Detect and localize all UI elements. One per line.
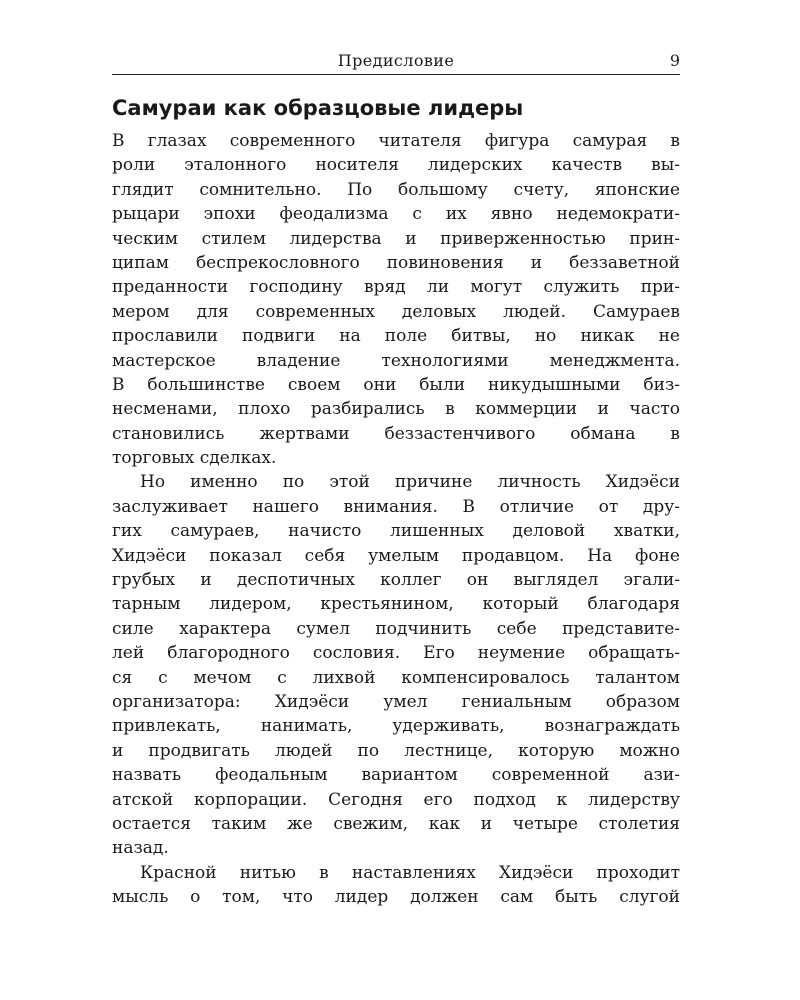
text-line: назад. <box>112 838 169 859</box>
text-line: торговых сделках. <box>112 448 277 469</box>
body-text <box>112 129 680 910</box>
text-line: несменами, плохо разбирались в коммерции и часто <box>112 399 680 420</box>
text-line: Хидэёси показал себя умелым продавцом. На фоне <box>112 545 680 566</box>
paragraph-3 <box>112 861 680 910</box>
text-line: становились жертвами беззастенчивого обмана в <box>112 423 680 444</box>
page-number: 9 <box>669 51 680 70</box>
text-line: лей благородного сословия. Его неумение обращать- <box>112 643 680 664</box>
text-line: мысль о том, что лидер должен сам быть слугой <box>112 887 680 908</box>
text-line: преданности господину вряд ли могут служить при- <box>112 277 680 298</box>
text-line: тарным лидером, крестьянином, который благодаря <box>112 594 680 615</box>
book-page <box>112 0 680 1000</box>
text-line: назвать феодальным вариантом современной ази- <box>112 765 680 786</box>
text-line: гих самураев, начисто лишенных деловой хватки, <box>112 521 680 542</box>
text-line: привлекать, нанимать, удерживать, вознаграждать <box>112 716 680 737</box>
paragraph-2 <box>112 470 680 860</box>
text-line: В глазах современного читателя фигура самурая в <box>112 131 680 151</box>
text-line: мером для современных деловых людей. Самураев <box>112 301 680 322</box>
running-head <box>112 50 680 75</box>
paragraph-1 <box>112 129 680 470</box>
text-line: роли эталонного носителя лидерских качеств вы- <box>112 155 680 176</box>
text-line: мастерское владение технологиями менеджмента. <box>112 350 680 371</box>
section-title: Самураи как образцовые лидеры <box>112 96 524 120</box>
text-line: и продвигать людей по лестнице, которую можно <box>112 740 680 761</box>
text-line: ся с мечом с лихвой компенсировалось талантом <box>112 667 680 688</box>
text-line: организатора: Хидэёси умел гениальным образом <box>112 691 680 712</box>
text-line: силе характера сумел подчинить себе представите- <box>112 618 680 639</box>
text-line: прославили подвиги на поле битвы, но никак не <box>112 326 680 347</box>
text-line: атской корпорации. Сегодня его подход к лидерству <box>112 789 680 810</box>
running-title: Предисловие <box>337 51 455 70</box>
text-line: ческим стилем лидерства и приверженностью прин- <box>112 228 680 249</box>
text-line: В большинстве своем они были никудышными биз- <box>112 374 680 395</box>
text-line: грубых и деспотичных коллег он выглядел эгали- <box>112 570 680 591</box>
text-line: рыцари эпохи феодализма с их явно недемократи- <box>112 204 680 225</box>
text-line: ципам беспрекословного повиновения и беззаветной <box>112 252 680 273</box>
text-line: глядит сомнительно. По большому счету, японские <box>112 179 680 200</box>
text-line: заслуживает нашего внимания. В отличие от дру- <box>112 496 680 517</box>
text-line: Но именно по этой причине личность Хидэёси <box>140 472 680 493</box>
text-line: Красной нитью в наставлениях Хидэёси проходит <box>140 862 680 883</box>
text-line: остается таким же свежим, как и четыре столетия <box>112 813 680 834</box>
